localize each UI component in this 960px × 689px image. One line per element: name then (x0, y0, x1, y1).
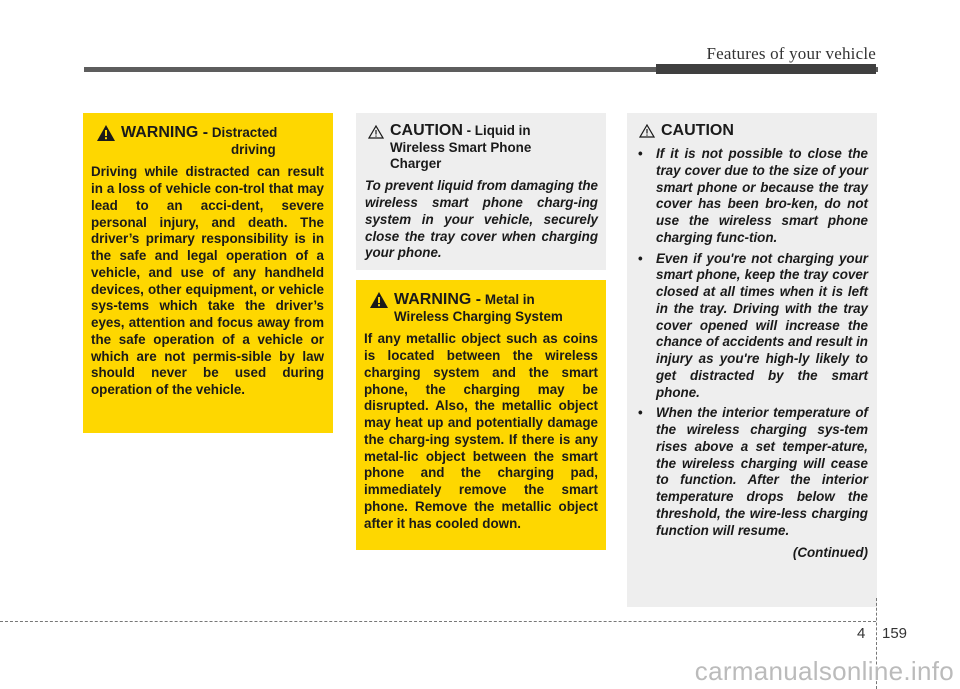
warning-body: Driving while distracted can result in a loss of vehicle con-trol that may lead to an acci-dent, severe personal injury, and death. The driver’s primary responsibility is in the safe and legal operation of a vehicle, and use of any handheld devices, other equipment, or vehicle sys-tems which take the driver’s eyes, attention and focus away from the safe operation of a vehicle or which are not permis-sible by law should never be used during operation of the vehicle. (91, 164, 324, 398)
caution-triangle-icon (639, 124, 655, 138)
caution-label: CAUTION (661, 122, 734, 139)
footer-divider (0, 621, 876, 622)
caution-triangle-icon (368, 125, 384, 139)
list-item: • Even if you're not charging your smart phone, keep the tray cover closed at all times when it is left in the tray. Driving with the tray cover opened will increase the chance of accidents and result in injury as you're high-ly likely to get distracted by the smart phone. (636, 251, 868, 402)
warning-distracted-driving-box (83, 113, 333, 433)
warning-metal-box (356, 280, 606, 550)
caution-subtitle-line3: Charger (390, 156, 442, 172)
list-item: • When the interior temperature of the wireless charging sys-tem rises above a set temper-ature, the wireless charging will cease to function. After the interior temperature drops below the threshold, the wire-less charging function will resume. (636, 405, 868, 539)
caution-body: To prevent liquid from damaging the wireless smart phone charg-ing system in your vehicle, securely close the tray cover when charging your phone. (365, 178, 598, 261)
warning-triangle-icon (97, 125, 115, 141)
warning-title (91, 123, 324, 158)
caution-subtitle-line2: Wireless Smart Phone (390, 140, 532, 156)
caution-subtitle: - Liquid in (466, 123, 531, 138)
warning-title (364, 290, 598, 325)
caution-liquid-box (356, 113, 606, 270)
warning-subtitle-cont: driving (231, 142, 276, 158)
warning-subtitle: Metal in (484, 292, 535, 307)
page-number: 159 (882, 625, 908, 642)
caution-tray-box (627, 113, 877, 607)
continued-note: (Continued) (792, 545, 868, 561)
chapter-number: 4 (857, 625, 866, 642)
caution-title (636, 121, 868, 140)
warning-label: WARNING - (394, 291, 482, 308)
warning-body: If any metallic object such as coins is located between the wireless charging system and the smart phone, the charging may be disrupted. Also, the metallic object may heat up and potentially damage the charg-ing system. If there is any metal-lic object between the smart phone and the charging pad, immediately remove the smart phone. Remove the metallic object after it has cooled down. (364, 331, 598, 531)
caution-label: CAUTION (390, 122, 463, 139)
warning-subtitle: Distracted (211, 125, 278, 140)
header-rule-accent (656, 64, 876, 74)
page-header-title: Features of your vehicle (706, 44, 876, 63)
warning-subtitle-cont: Wireless Charging System (394, 309, 563, 325)
caution-title (365, 121, 598, 172)
list-item: • If it is not possible to close the tray cover due to the size of your smart phone or because the tray cover has been bro-ken, do not use the wireless smart phone charging func-tion. (636, 146, 868, 247)
watermark: carmanualsonline.info (694, 656, 954, 686)
caution-bullet-list (636, 146, 868, 539)
warning-triangle-icon (370, 292, 388, 308)
warning-label: WARNING - (121, 124, 209, 141)
